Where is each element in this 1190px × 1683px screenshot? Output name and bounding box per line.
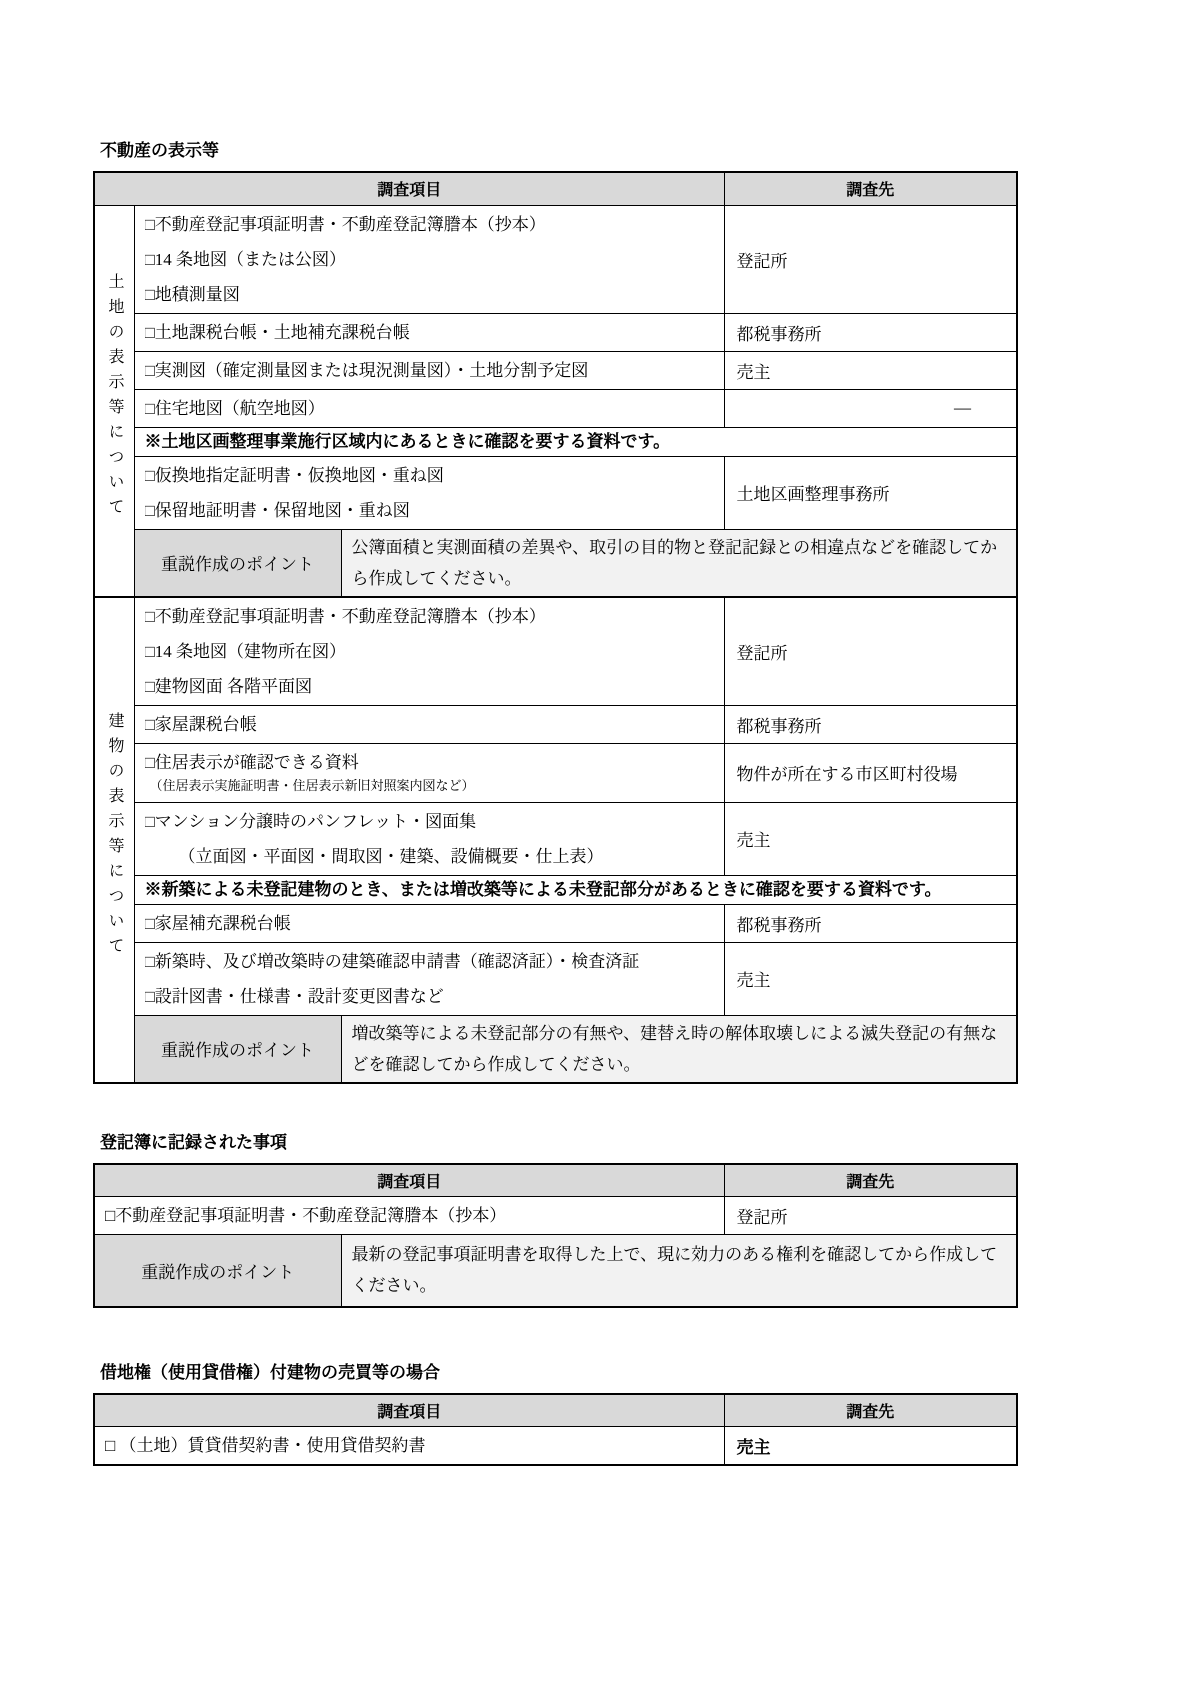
checklist-cell bbox=[134, 705, 724, 743]
land-row-registry bbox=[94, 205, 1017, 313]
point-label-cell: 重説作成のポイント bbox=[94, 1235, 341, 1307]
header-survey-dest: 調査先 bbox=[724, 172, 1017, 205]
building-row-confirmation bbox=[94, 942, 1017, 1015]
dest-cell: 都税事務所 bbox=[724, 705, 1017, 743]
building-group-label: 建物の表示等について bbox=[106, 712, 124, 962]
header-survey-items: 調査項目 bbox=[94, 1394, 724, 1427]
dest-cell: 土地区画整理事務所 bbox=[724, 456, 1017, 529]
point-label-cell: 重説作成のポイント bbox=[134, 1015, 341, 1083]
dest-cell: 売主 bbox=[724, 802, 1017, 875]
checklist-cell bbox=[134, 904, 724, 942]
point-content-cell: 公簿面積と実測面積の差異や、取引の目的物と登記記録との相違点などを確認してから作成してください。 bbox=[341, 529, 1017, 597]
dest-cell: 都税事務所 bbox=[724, 904, 1017, 942]
header-survey-dest: 調査先 bbox=[724, 1394, 1017, 1427]
checklist-item: □ （土地）賃貸借契約書・使用貸借契約書 bbox=[105, 1436, 426, 1455]
checklist-item: □14 条地図（または公図） bbox=[144, 249, 347, 269]
checklist-cell bbox=[134, 743, 724, 802]
checklist-cell bbox=[94, 1427, 724, 1466]
checklist-cell bbox=[134, 351, 724, 389]
checklist-cell bbox=[134, 205, 724, 313]
dest-cell: ― bbox=[724, 389, 1017, 427]
checklist-item: □設計図書・仕様書・設計変更図書など bbox=[144, 986, 444, 1006]
checklist-item: □土地課税台帳・土地補充課税台帳 bbox=[144, 322, 410, 342]
checklist-item: □住居表示が確認できる資料 bbox=[144, 752, 359, 772]
checklist-cell bbox=[134, 802, 724, 875]
checklist-cell bbox=[94, 1197, 724, 1235]
building-note-row bbox=[94, 875, 1017, 904]
building-row-address-display bbox=[94, 743, 1017, 802]
checklist-cell bbox=[134, 389, 724, 427]
section2-title: 登記簿に記録された事項 bbox=[100, 1132, 287, 1152]
checklist-item: □新築時、及び増改築時の建築確認申請書（確認済証）・検査済証 bbox=[144, 951, 640, 971]
registry-row bbox=[94, 1197, 1017, 1235]
checklist-item: □マンション分譲時のパンフレット・図面集 bbox=[144, 811, 477, 831]
header-survey-items: 調査項目 bbox=[94, 1164, 724, 1197]
land-group-label: 土地の表示等について bbox=[106, 273, 124, 523]
land-row-residential-map bbox=[94, 389, 1017, 427]
building-point-row bbox=[94, 1015, 1017, 1083]
building-group-label-cell bbox=[94, 597, 134, 1083]
lease-contract-row bbox=[94, 1427, 1017, 1466]
land-note-row bbox=[94, 427, 1017, 456]
checklist-item: □住宅地図（航空地図） bbox=[144, 398, 325, 418]
land-point-row bbox=[94, 529, 1017, 597]
point-label-cell: 重説作成のポイント bbox=[134, 529, 341, 597]
checklist-item: □保留地証明書・保留地図・重ね図 bbox=[144, 500, 410, 520]
checklist-cell bbox=[134, 597, 724, 706]
checklist-item: □実測図（確定測量図または現況測量図）・土地分割予定図 bbox=[144, 360, 589, 380]
checklist-cell bbox=[134, 456, 724, 529]
checklist-item: □建物図面 各階平面図 bbox=[144, 676, 313, 696]
checklist-item-sub: （立面図・平面図・間取図・建築、設備概要・仕上表） bbox=[178, 846, 604, 866]
land-group-label-cell bbox=[94, 205, 134, 597]
registry-point-row bbox=[94, 1235, 1017, 1307]
checklist-cell bbox=[134, 313, 724, 351]
building-row-registry bbox=[94, 597, 1017, 706]
checklist-item: □家屋課税台帳 bbox=[144, 714, 257, 734]
dest-cell: 登記所 bbox=[724, 1197, 1017, 1235]
land-row-tax-ledger bbox=[94, 313, 1017, 351]
checklist-item: □家屋補充課税台帳 bbox=[144, 913, 291, 933]
checklist-item-sub: （住居表示実施証明書・住居表示新旧対照案内図など） bbox=[149, 777, 475, 793]
dest-cell: 物件が所在する市区町村役場 bbox=[724, 743, 1017, 802]
checklist-item: □14 条地図（建物所在図） bbox=[144, 641, 347, 661]
dest-cell: 登記所 bbox=[724, 597, 1017, 706]
point-content-cell: 最新の登記事項証明書を取得した上で、現に効力のある権利を確認してから作成してください。 bbox=[341, 1235, 1017, 1307]
section2-survey-table bbox=[93, 1163, 1018, 1308]
section2-header-row bbox=[94, 1164, 1017, 1197]
section1-survey-table bbox=[93, 171, 1018, 1084]
building-row-supplementary-ledger bbox=[94, 904, 1017, 942]
header-survey-items: 調査項目 bbox=[94, 172, 724, 205]
header-survey-dest: 調査先 bbox=[724, 1164, 1017, 1197]
section3-title: 借地権（使用貸借権）付建物の売買等の場合 bbox=[100, 1362, 440, 1382]
checklist-cell bbox=[134, 942, 724, 1015]
note-text: ※土地区画整理事業施行区域内にあるときに確認を要する資料です。 bbox=[134, 427, 1017, 456]
building-row-pamphlet bbox=[94, 802, 1017, 875]
land-row-survey-map bbox=[94, 351, 1017, 389]
dest-cell: 売主 bbox=[724, 351, 1017, 389]
point-content-cell: 増改築等による未登記部分の有無や、建替え時の解体取壊しによる滅失登記の有無などを確認してから作成してください。 bbox=[341, 1015, 1017, 1083]
checklist-item: □不動産登記事項証明書・不動産登記簿謄本（抄本） bbox=[144, 214, 546, 234]
checklist-item: □地積測量図 bbox=[144, 284, 240, 304]
checklist-item: □仮換地指定証明書・仮換地図・重ね図 bbox=[144, 465, 444, 485]
section1-header-row bbox=[94, 172, 1017, 205]
land-row-replotting bbox=[94, 456, 1017, 529]
dest-cell: 都税事務所 bbox=[724, 313, 1017, 351]
note-text: ※新築による未登記建物のとき、または増改築等による未登記部分があるときに確認を要する資料です。 bbox=[134, 875, 1017, 904]
checklist-item: □不動産登記事項証明書・不動産登記簿謄本（抄本） bbox=[105, 1206, 507, 1225]
section1-title: 不動産の表示等 bbox=[100, 141, 219, 160]
section3-header-row bbox=[94, 1394, 1017, 1427]
building-row-tax-ledger bbox=[94, 705, 1017, 743]
section3-survey-table bbox=[93, 1393, 1018, 1467]
checklist-item: □不動産登記事項証明書・不動産登記簿謄本（抄本） bbox=[144, 606, 546, 626]
dest-cell: 売主 bbox=[724, 942, 1017, 1015]
dest-cell: 登記所 bbox=[724, 205, 1017, 313]
dest-cell: 売主 bbox=[724, 1427, 1017, 1466]
